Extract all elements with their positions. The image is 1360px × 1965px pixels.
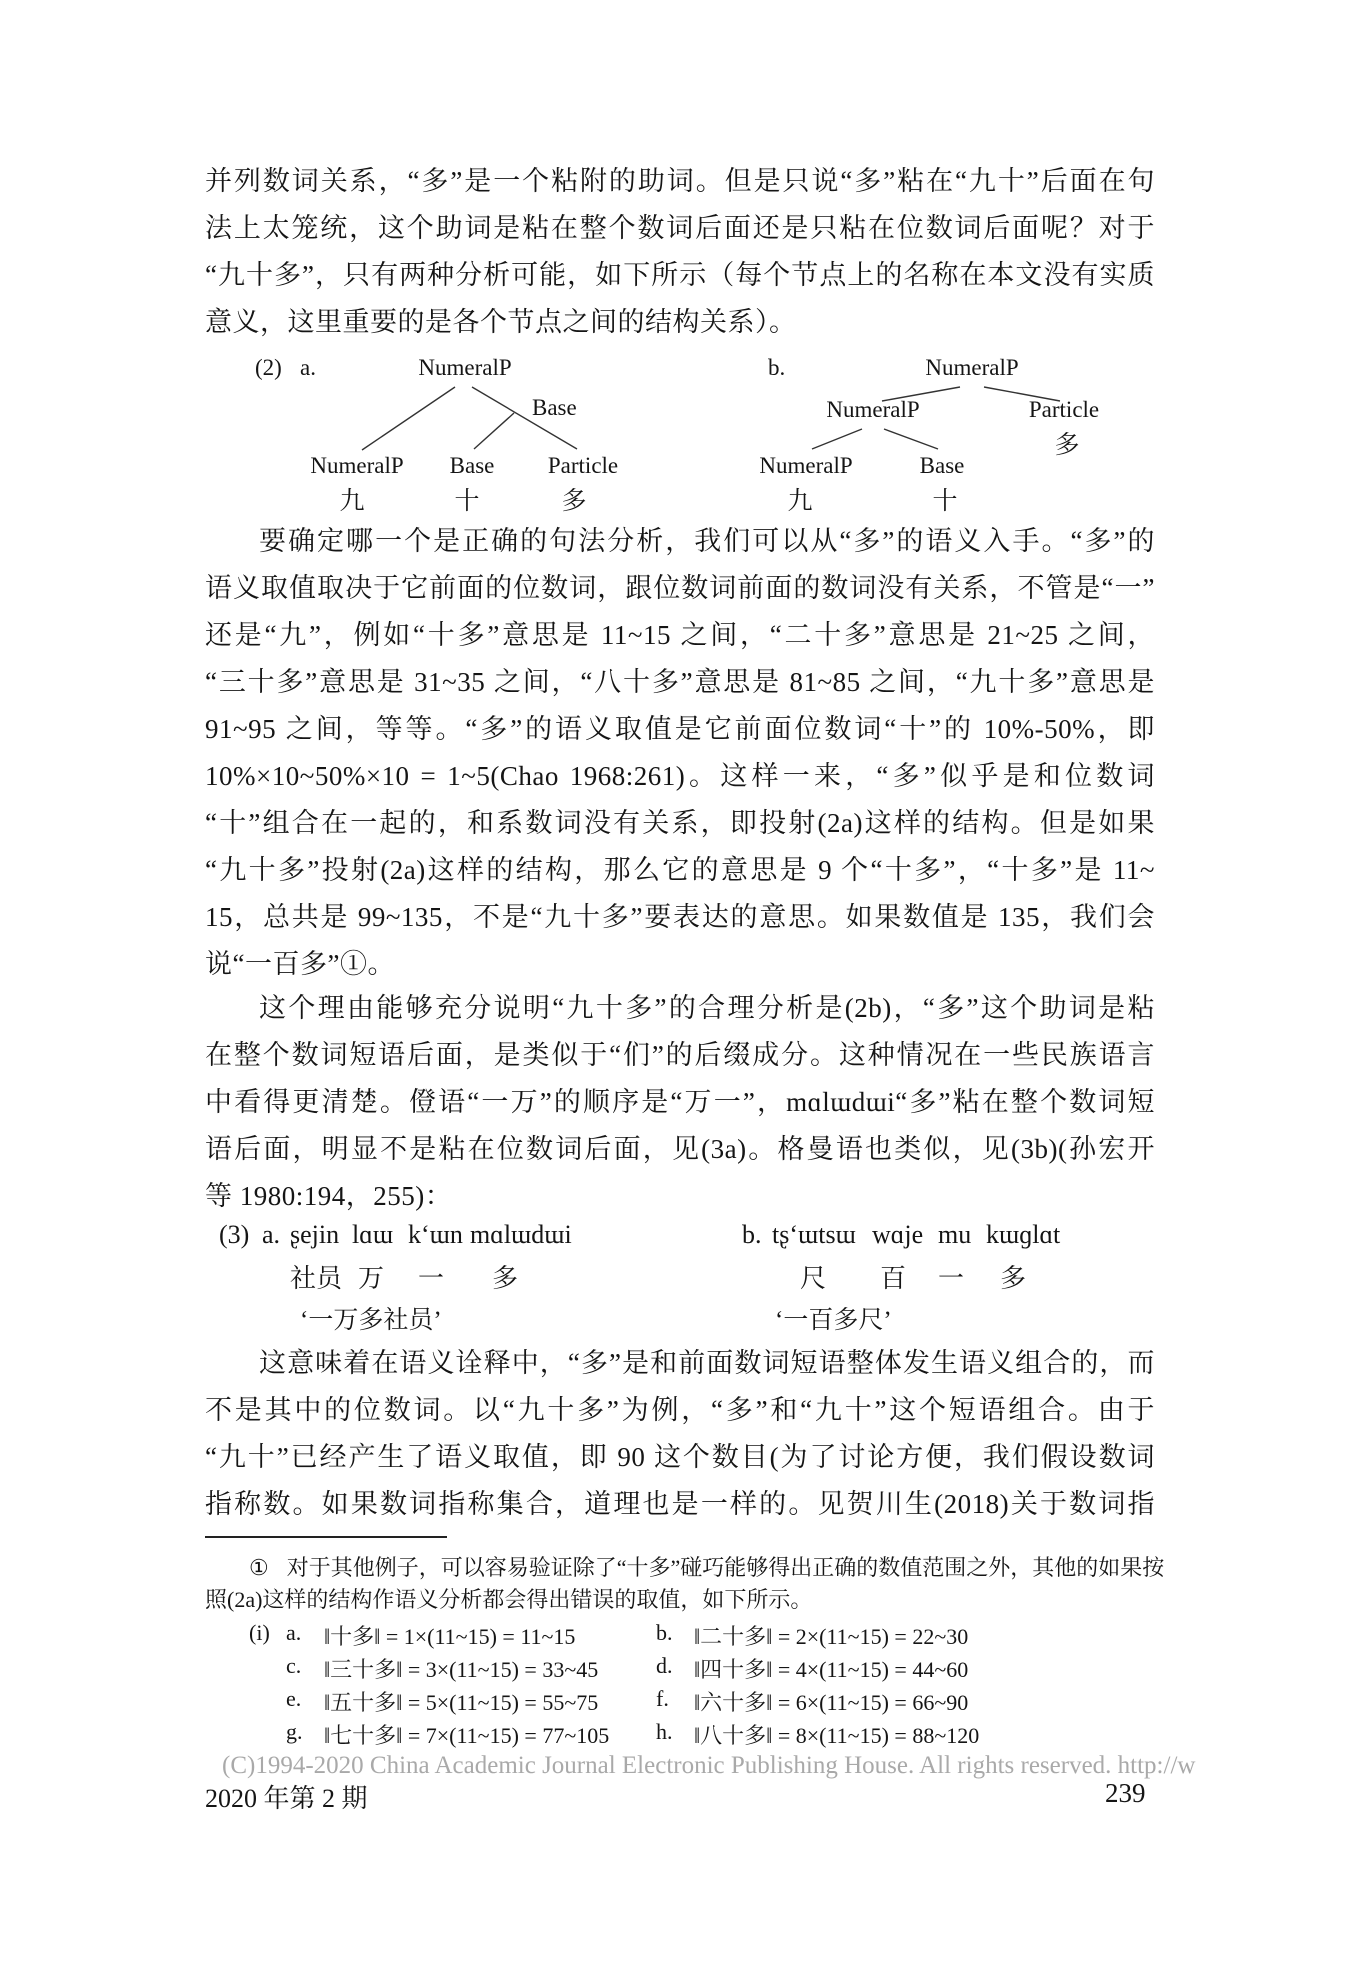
footnote-separator (205, 1536, 447, 1538)
page-number: 239 (1105, 1778, 1146, 1808)
paragraph-1 (205, 158, 1155, 346)
text-line: “九十”已经产生了语义取值，即 90 这个数目(为了讨论方便，我们假设数词 (205, 1442, 1155, 1472)
item-letter: a. (286, 1620, 302, 1645)
ipa-word: wɑje (872, 1220, 924, 1249)
text-line: 语后面，明显不是粘在位数词后面，见(3a)。格曼语也类似，见(3b)(孙宏开 (205, 1134, 1155, 1164)
footnote-line: 照(2a)这样的结构作语义分析都会得出错误的取值，如下所示。 (205, 1587, 813, 1612)
text-line: “十”组合在一起的，和系数词没有关系，即投射(2a)这样的结构。但是如果 (205, 808, 1155, 838)
text-line: 这个理由能够充分说明“九十多”的合理分析是(2b)，“多”这个助词是粘 (259, 993, 1155, 1023)
tree-b-char-duo: 多 (1054, 432, 1080, 459)
tree-a-leaf-base-label: Base (449, 453, 495, 478)
text-line: 91~95 之间，等等。“多”的语义取值是它前面位数词“十”的 10%-50%，即 (205, 714, 1155, 744)
item-letter: g. (286, 1719, 303, 1744)
paragraph-3 (205, 985, 1155, 1220)
gloss-word: 社员 (290, 1264, 343, 1293)
text-line: “三十多”意思是 31~35 之间，“八十多”意思是 81~85 之间，“九十多”意思是 (205, 667, 1155, 697)
item-letter: f. (656, 1686, 669, 1711)
example-2-number: (2) (255, 355, 282, 380)
tree-a-root-label: NumeralP (418, 355, 512, 380)
paragraph-2 (205, 518, 1155, 988)
footnote-line (205, 1552, 1165, 1584)
tree-a-char-shi: 十 (454, 488, 480, 515)
item-letter: b. (656, 1620, 673, 1645)
ipa-word: tʂʻɯtsɯ (772, 1220, 856, 1249)
text-line: 意义，这里重要的是各个节点之间的结构关系）。 (205, 307, 797, 337)
item-letter: h. (656, 1719, 673, 1744)
item-expression: ‖八十多‖ = 8×(11~15) = 88~120 (694, 1723, 980, 1748)
translation: ‘一万多社员’ (300, 1307, 442, 1334)
item-expression: ‖十多‖ = 1×(11~15) = 11~15 (324, 1624, 576, 1649)
example-3b-label: b. (742, 1220, 762, 1249)
gloss-word: 百 (880, 1264, 907, 1293)
item-expression: ‖七十多‖ = 7×(11~15) = 77~105 (324, 1723, 610, 1748)
text-line: 法上太笼统，这个助词是粘在整个数词后面还是只粘在位数词后面呢？对于 (205, 213, 1155, 243)
text-line: 中看得更清楚。僜语“一万”的顺序是“万一”，mɑlɯdɯi“多”粘在整个数词短 (205, 1087, 1155, 1117)
footnote (205, 1552, 1165, 1616)
tree-a-char-jiu: 九 (339, 488, 365, 515)
text-line: 等 1980:194，255)： (205, 1181, 453, 1211)
tree-b-char-shi: 十 (932, 488, 958, 515)
footnote-item-row (205, 1719, 1155, 1752)
item-letter: d. (656, 1653, 673, 1678)
footnote-items (205, 1620, 1155, 1755)
gloss-word: 一 (418, 1264, 445, 1293)
item-expression: ‖四十多‖ = 4×(11~15) = 44~60 (694, 1657, 969, 1682)
text-line: 并列数词关系，“多”是一个粘附的助词。但是只说“多”粘在“九十”后面在句 (205, 166, 1155, 196)
item-expression: ‖五十多‖ = 5×(11~15) = 55~75 (324, 1690, 599, 1715)
example-2b-label: b. (768, 355, 786, 380)
footnote-item-label: (i) (249, 1620, 270, 1645)
text-line: 说“一百多”①。 (205, 949, 395, 979)
ipa-word: ʂejin (290, 1220, 340, 1249)
text-line: “九十多”，只有两种分析可能，如下所示（每个节点上的名称在本文没有实质 (205, 260, 1155, 290)
journal-issue: 2020 年第 2 期 (205, 1784, 368, 1813)
text-line: 这意味着在语义诠释中，“多”是和前面数词短语整体发生语义组合的，而 (259, 1348, 1155, 1378)
tree-b-char-jiu: 九 (787, 488, 813, 515)
example-2-tree-diagrams (0, 345, 1360, 520)
footnote-item-row (205, 1686, 1155, 1719)
text-line: 语义取值取决于它前面的位数词，跟位数词前面的数词没有关系，不管是“一” (205, 573, 1155, 603)
footnote-item-row (205, 1620, 1155, 1653)
item-expression: ‖六十多‖ = 6×(11~15) = 66~90 (694, 1690, 969, 1715)
tree-b-leaf-base-label: Base (919, 453, 965, 478)
gloss-word: 万 (358, 1264, 385, 1293)
tree-b-root-label: NumeralP (925, 355, 1019, 380)
gloss-word: 一 (938, 1264, 965, 1293)
example-2a-label: a. (300, 355, 316, 380)
tree-a-char-duo: 多 (561, 488, 587, 515)
tree-branch-lines (0, 345, 1360, 520)
ipa-word: mɑlɯdɯi (470, 1220, 572, 1249)
tree-b-mid-numeralp-label: NumeralP (826, 397, 920, 422)
tree-b-mid-particle-label: Particle (1028, 397, 1100, 422)
item-letter: c. (286, 1653, 302, 1678)
ipa-word: lɑɯ (352, 1220, 394, 1249)
example-3-number: (3) (219, 1220, 250, 1249)
tree-a-leaf-particle-label: Particle (547, 453, 619, 478)
text-line: 还是“九”，例如“十多”意思是 11~15 之间，“二十多”意思是 21~25 之间， (205, 620, 1155, 650)
tree-a-leaf-numeralp-label: NumeralP (310, 453, 404, 478)
footnote-item-row (205, 1653, 1155, 1686)
text-line: “九十多”投射(2a)这样的结构，那么它的意思是 9 个“十多”，“十多”是 11~ (205, 855, 1155, 885)
footnote-text: 对于其他例子，可以容易验证除了“十多”碰巧能够得出正确的数值范围之外，其他的如果按 (286, 1555, 1165, 1580)
text-line: 要确定哪一个是正确的句法分析，我们可以从“多”的语义入手。“多”的 (259, 526, 1155, 556)
example-3-gloss (0, 1220, 1360, 1345)
tree-a-mid-base-label: Base (532, 395, 577, 420)
example-3a-label: a. (262, 1220, 281, 1249)
paragraph-4 (205, 1340, 1155, 1528)
text-line: 指称数。如果数词指称集合，道理也是一样的。见贺川生(2018)关于数词指 (205, 1489, 1155, 1519)
ipa-word: mu (938, 1220, 972, 1249)
text-line: 不是其中的位数词。以“九十多”为例，“多”和“九十”这个短语组合。由于 (205, 1395, 1155, 1425)
ipa-word: kʻɯn (408, 1220, 463, 1249)
gloss-word: 多 (1000, 1264, 1027, 1293)
footnote-marker: ① (249, 1555, 269, 1580)
text-line: 15，总共是 99~135，不是“九十多”要表达的意思。如果数值是 135，我们会 (205, 902, 1155, 932)
copyright-watermark: (C)1994-2020 China Academic Journal Electronic Publishing House. All rights reserved. http://w (222, 1752, 1196, 1779)
ipa-word: kɯɡlɑt (986, 1220, 1061, 1249)
item-expression: ‖二十多‖ = 2×(11~15) = 22~30 (694, 1624, 969, 1649)
item-letter: e. (286, 1686, 302, 1711)
tree-b-leaf-numeralp-label: NumeralP (759, 453, 853, 478)
text-line: 10%×10~50%×10 = 1~5(Chao 1968:261)。这样一来，“多”似乎是和位数词 (205, 761, 1155, 791)
gloss-word: 尺 (800, 1264, 827, 1293)
translation: ‘一百多尺’ (775, 1307, 892, 1334)
item-expression: ‖三十多‖ = 3×(11~15) = 33~45 (324, 1657, 599, 1682)
text-line: 在整个数词短语后面，是类似于“们”的后缀成分。这种情况在一些民族语言 (205, 1040, 1155, 1070)
gloss-word: 多 (492, 1264, 519, 1293)
